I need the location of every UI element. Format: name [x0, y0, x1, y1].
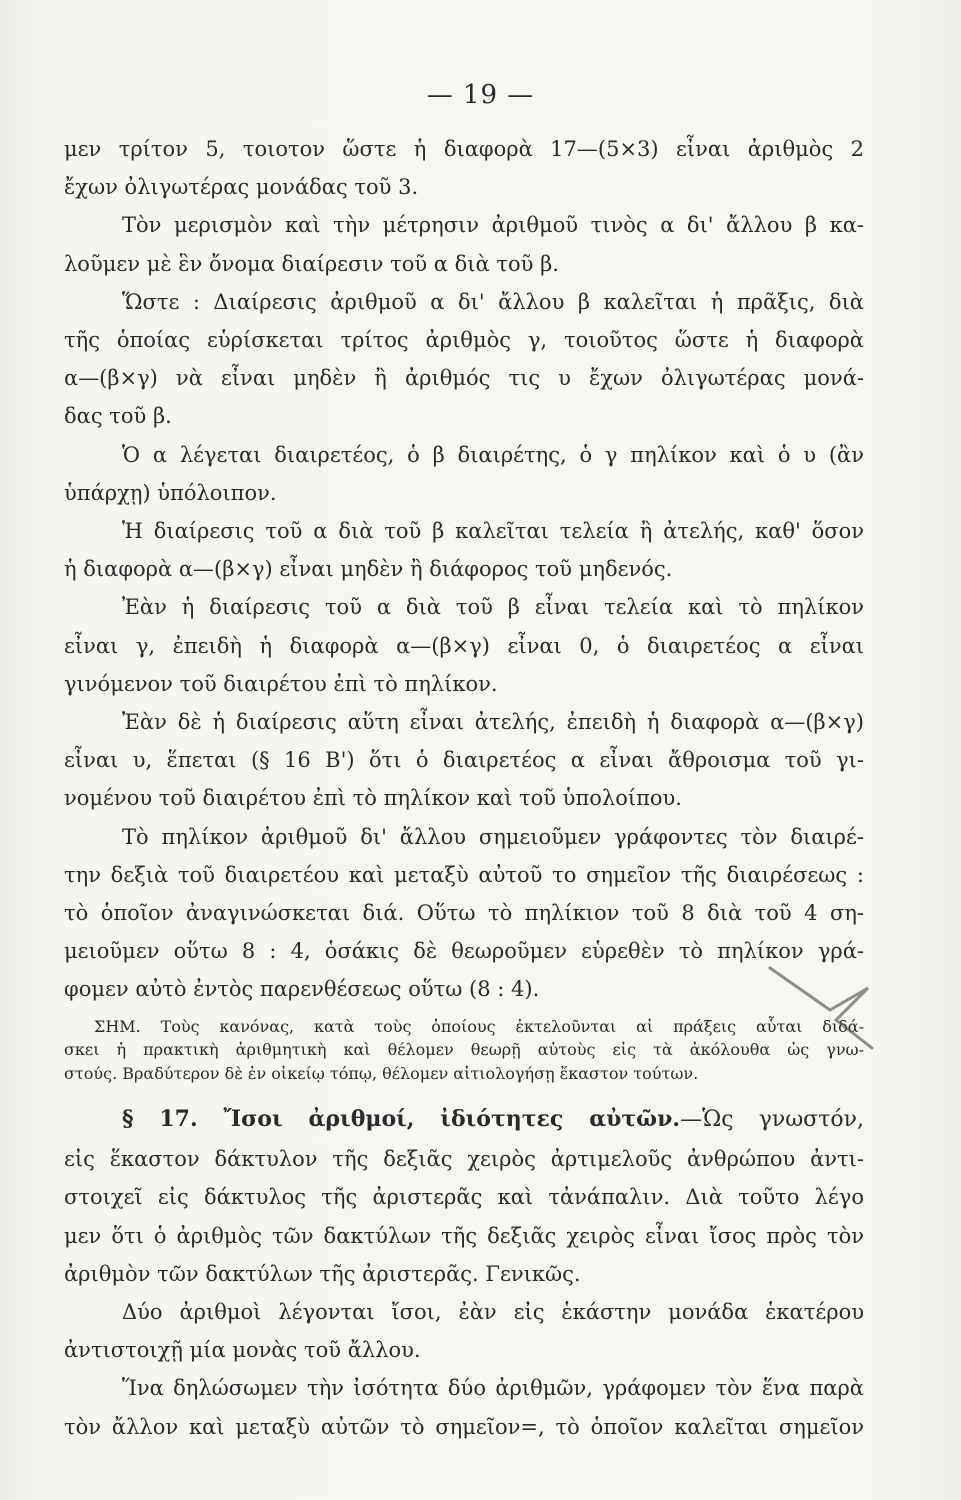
text-line: εἶναι γ, ἐπειδὴ ἡ διαφορὰ α—(β×γ) εἶναι 0, ὁ διαιρετέος α εἶναι	[64, 633, 864, 658]
text-line: νομένου τοῦ διαιρέτου ἐπὶ τὸ πηλίκον καὶ τοῦ ὑπολοίπου.	[64, 786, 682, 811]
paragraph	[64, 588, 864, 703]
paragraph	[64, 703, 864, 818]
text-line: Δύο ἀριθμοὶ λέγονται ἴσοι, ἐὰν εἰς ἑκάστην μονάδα ἑκατέρου	[122, 1299, 864, 1324]
page-number: — 19 —	[426, 80, 535, 110]
text-line: Ὥστε : Διαίρεσις ἀριθμοῦ α δι' ἄλλου β καλεῖται ἡ πρᾶξις, διὰ	[122, 289, 864, 314]
text-line: Ἐὰν ἡ διαίρεσις τοῦ α διὰ τοῦ β εἶναι τελεία καὶ τὸ πηλίκον	[122, 595, 864, 620]
note-line: ΣΗΜ. Τοὺς κανόνας, κατὰ τοὺς ὁποίους ἐκτελοῦνται αἱ πράξεις αὗται διδά-	[94, 1016, 864, 1036]
footnote	[64, 1015, 864, 1086]
page-text	[64, 130, 864, 1446]
note-line: στούς. Βραδύτερον δὲ ἐν οἰκείῳ τόπῳ, θέλομεν αἰτιολογήσῃ ἕκαστον τούτων.	[64, 1063, 699, 1083]
text-line: εἶναι υ, ἕπεται (§ 16 Β') ὅτι ὁ διαιρετέος α εἶναι ἄθροισμα τοῦ γι-	[64, 748, 864, 773]
text-line: ἀριθμὸν τῶν δακτύλων τῆς ἀριστερᾶς. Γενικῶς.	[64, 1261, 581, 1286]
section-heading-line	[64, 1099, 864, 1140]
text-line: μειοῦμεν οὕτω 8 : 4, ὁσάκις δὲ θεωροῦμεν εὑρεθὲν τὸ πηλίκον γρά-	[64, 939, 864, 964]
text-line: την δεξιὰ τοῦ διαιρετέου καὶ μεταξὺ αὐτοῦ το σημεῖον τῆς διαιρέσεως :	[64, 862, 864, 887]
paragraph	[64, 512, 864, 588]
text-line: ὑπάρχῃ) ὑπόλοιπον.	[64, 480, 277, 505]
text-line: λοῦμεν μὲ ἓν ὄνομα διαίρεσιν τοῦ α διὰ τοῦ β.	[64, 251, 559, 276]
text-line: Ὁ α λέγεται διαιρετέος, ὁ β διαιρέτης, ὁ γ πηλίκον καὶ ὁ υ (ἂν	[122, 442, 864, 467]
text-line: Ἡ διαίρεσις τοῦ α διὰ τοῦ β καλεῖται τελεία ἢ ἀτελής, καθ' ὅσον	[122, 519, 864, 544]
text-line: μεν ὅτι ὁ ἀριθμὸς τῶν δακτύλων τῆς δεξιᾶς χειρὸς εἶναι ἴσος πρὸς τὸν	[64, 1223, 864, 1248]
text-line: Τὸν μερισμὸν καὶ τὴν μέτρησιν ἀριθμοῦ τινὸς α δι' ἄλλου β κα-	[122, 213, 864, 238]
paragraph	[64, 283, 864, 436]
note-line: σκει ἡ πρακτικὴ ἀριθμητικὴ καὶ θέλομεν θεωρῇ αὐτοὺς εἰς τὰ ἀκόλουθα ὡς γνω-	[64, 1040, 864, 1060]
section-17	[64, 1099, 864, 1293]
paragraph	[64, 206, 864, 282]
paragraph	[64, 436, 864, 512]
text-line: εἰς ἕκαστον δάκτυλον τῆς δεξιᾶς χειρὸς ἀρτιμελοῦς ἀνθρώπου ἀντι-	[64, 1147, 864, 1172]
section-heading: § 17. Ἴσοι ἀριθμοί, ἰδιότητες αὐτῶν.	[122, 1106, 681, 1133]
text-line: τὸ ὁποῖον ἀναγινώσκεται διά. Οὕτω τὸ πηλίκιον τοῦ 8 διὰ τοῦ 4 ση-	[64, 901, 864, 926]
paragraph	[64, 818, 864, 1009]
text-line: φομεν αὐτὸ ἐντὸς παρενθέσεως οὕτω (8 : 4).	[64, 977, 540, 1002]
text-line: στοιχεῖ εἰς δάκτυλος τῆς ἀριστερᾶς καὶ τἀνάπαλιν. Διὰ τοῦτο λέγο	[64, 1185, 864, 1210]
text-line: α—(β×γ) νὰ εἶναι μηδὲν ἢ ἀριθμός τις υ ἔχων ὀλιγωτέρας μονά-	[64, 366, 864, 391]
text-line: ἀντιστοιχῇ μία μονὰς τοῦ ἄλλου.	[64, 1338, 421, 1363]
text-line: τὸν ἄλλον καὶ μεταξὺ αὐτῶν τὸ σημεῖον=, τὸ ὁποῖον καλεῖται σημεῖον	[64, 1414, 864, 1439]
text-line: Τὸ πηλίκον ἀριθμοῦ δι' ἄλλου σημειοῦμεν γράφοντες τὸν διαιρέ-	[122, 824, 864, 849]
paragraph	[64, 130, 864, 206]
paragraph	[64, 1369, 864, 1445]
text-line: Ἵνα δηλώσωμεν τὴν ἰσότητα δύο ἀριθμῶν, γράφομεν τὸν ἕνα παρὰ	[122, 1376, 864, 1401]
text-line: δας τοῦ β.	[64, 404, 172, 429]
paragraph	[64, 1293, 864, 1369]
text-line: ἡ διαφορὰ α—(β×γ) εἶναι μηδὲν ἢ διάφορος τοῦ μηδενός.	[64, 557, 673, 582]
text-line: ἔχων ὀλιγωτέρας μονάδας τοῦ 3.	[64, 175, 419, 200]
text-line: γινόμενον τοῦ διαιρέτου ἐπὶ τὸ πηλίκον.	[64, 671, 498, 696]
text-line: μεν τρίτον 5, τοιοτον ὥστε ἡ διαφορὰ 17—(5×3) εἶναι ἀριθμὸς 2	[64, 137, 864, 161]
text-line: τῆς ὁποίας εὑρίσκεται τρίτος ἀριθμὸς γ, τοιοῦτος ὥστε ἡ διαφορὰ	[64, 328, 864, 353]
section-text: —Ὡς γνωστόν,	[680, 1107, 864, 1133]
pencil-mark-icon	[760, 948, 880, 1058]
text-line: Ἐὰν δὲ ἡ διαίρεσις αὕτη εἶναι ἀτελής, ἐπειδὴ ἡ διαφορὰ α—(β×γ)	[122, 710, 864, 735]
